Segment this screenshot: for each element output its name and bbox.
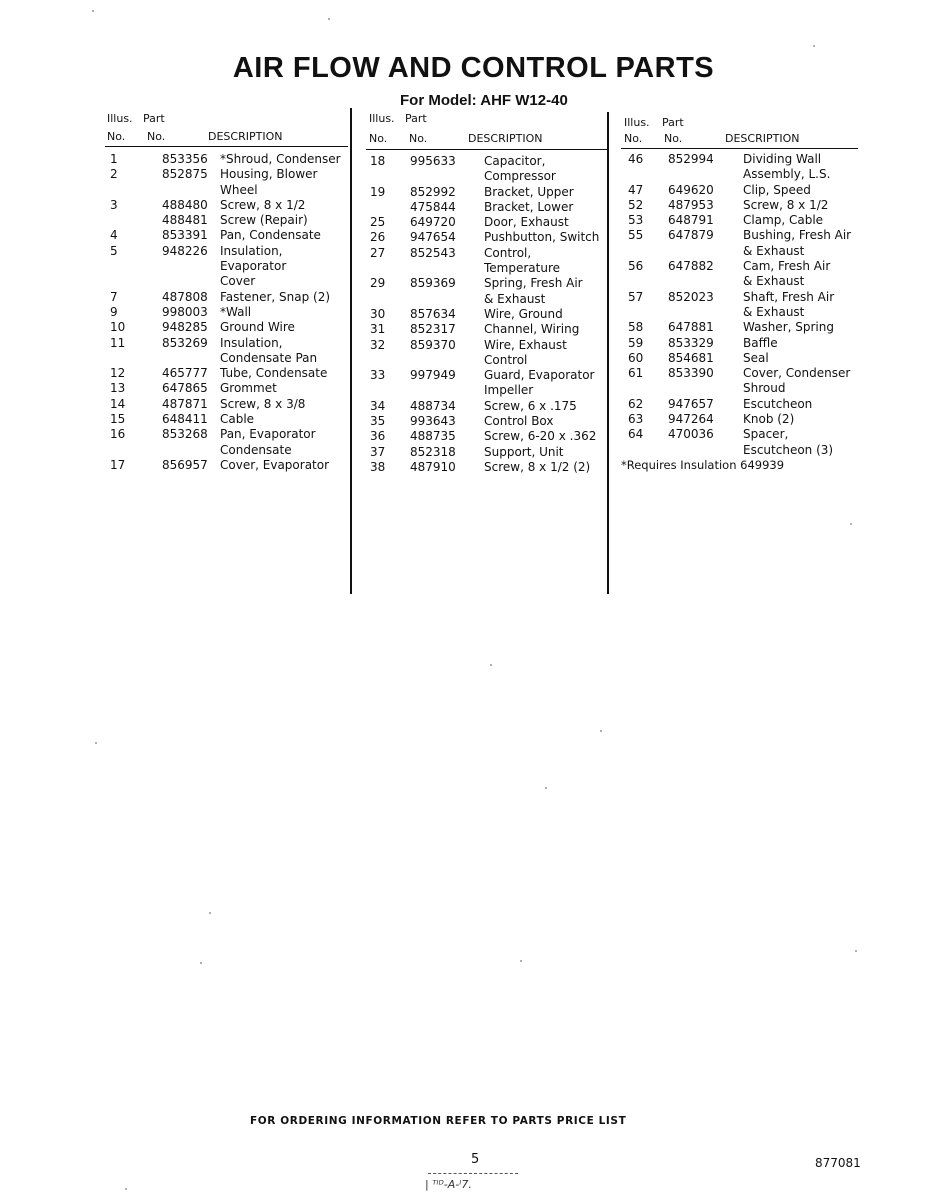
illus-number: 52 — [628, 197, 644, 212]
part-description: Housing, Blower — [220, 167, 318, 182]
illus-number: 47 — [628, 182, 644, 197]
column-divider — [350, 108, 352, 594]
scan-speck — [125, 1188, 127, 1190]
header-description: DESCRIPTION — [725, 132, 800, 145]
illus-number: 16 — [110, 427, 126, 442]
part-row — [628, 228, 868, 243]
scan-speck — [92, 10, 94, 12]
part-description: Fastener, Snap (2) — [220, 289, 331, 304]
part-row — [370, 307, 608, 322]
part-number: 993643 — [410, 414, 456, 429]
part-description: *Shroud, Condenser — [220, 152, 341, 166]
part-description: Control Box — [484, 414, 554, 429]
part-description: Wheel — [220, 182, 258, 197]
part-row-continuation — [110, 213, 355, 228]
header-rule — [366, 149, 607, 150]
part-number: 475844 — [410, 199, 456, 214]
part-description: Pushbutton, Switch — [484, 230, 600, 245]
part-row-continuation — [110, 351, 355, 366]
part-row — [370, 414, 608, 429]
part-number: 853391 — [162, 228, 208, 243]
header-no: No. — [107, 130, 126, 143]
illus-number: 14 — [110, 396, 126, 411]
part-description: Compressor — [484, 169, 556, 184]
part-row-continuation — [370, 169, 608, 184]
part-description: Cover, Condenser — [743, 366, 851, 381]
part-description: Screw, 8 x 1/2 (2) — [484, 459, 591, 474]
part-number: 947264 — [668, 412, 714, 427]
part-row — [628, 320, 868, 335]
illus-number: 30 — [370, 306, 386, 321]
part-row-continuation — [110, 443, 355, 458]
illus-number: 5 — [110, 243, 118, 258]
part-description: Spring, Fresh Air — [484, 276, 583, 291]
part-number: 647879 — [668, 228, 714, 243]
part-description: Door, Exhaust — [484, 215, 569, 230]
part-row — [110, 305, 355, 320]
illus-number: 19 — [370, 184, 386, 199]
part-description: Evaporator — [220, 259, 287, 274]
part-number: 852543 — [410, 245, 456, 260]
illus-number: 15 — [110, 412, 126, 427]
illus-number: 35 — [370, 414, 386, 429]
part-description: Shaft, Fresh Air — [743, 289, 835, 304]
part-row — [110, 290, 355, 305]
part-number: 853329 — [668, 335, 714, 350]
scan-speck — [850, 523, 852, 525]
illus-number: 17 — [110, 457, 126, 472]
illus-number: 62 — [628, 396, 644, 411]
part-description: Assembly, L.S. — [743, 167, 831, 182]
part-description: Bracket, Upper — [484, 184, 574, 199]
header-no: No. — [369, 132, 388, 145]
part-number: 470036 — [668, 427, 714, 442]
part-number: 465777 — [162, 366, 208, 381]
illus-number: 63 — [628, 412, 644, 427]
part-row — [370, 215, 608, 230]
illus-number: 1 — [110, 152, 118, 166]
part-row-continuation — [628, 167, 868, 182]
part-description: Insulation, — [220, 243, 283, 258]
part-row-continuation — [628, 305, 868, 320]
illus-number: 53 — [628, 213, 644, 228]
scan-speck — [520, 960, 522, 962]
part-number: 487871 — [162, 396, 208, 411]
part-row — [370, 445, 608, 460]
part-number: 648411 — [162, 412, 208, 427]
part-number: 487808 — [162, 289, 208, 304]
part-row — [628, 213, 868, 228]
part-number: 859369 — [410, 276, 456, 291]
part-row — [370, 368, 608, 383]
illus-number: 27 — [370, 245, 386, 260]
part-number: 649620 — [668, 182, 714, 197]
part-description: Pan, Evaporator — [220, 427, 316, 442]
part-row-continuation — [370, 261, 608, 276]
illus-number: 32 — [370, 337, 386, 352]
illus-number: 58 — [628, 320, 644, 335]
part-description: Bracket, Lower — [484, 199, 574, 214]
illus-number: 2 — [110, 167, 118, 182]
part-number: 488480 — [162, 197, 208, 212]
header-part: Part — [405, 112, 427, 125]
page-number: 5 — [471, 1152, 480, 1167]
part-description: Screw, 8 x 1/2 — [220, 197, 306, 212]
part-description: *Wall — [220, 304, 252, 319]
illus-number: 61 — [628, 366, 644, 381]
part-row-continuation — [110, 183, 355, 198]
part-row — [110, 228, 355, 243]
part-row-continuation — [110, 274, 355, 289]
part-number: 997949 — [410, 368, 456, 383]
illus-number: 56 — [628, 259, 644, 274]
scan-speck — [200, 962, 202, 964]
parts-rows — [110, 152, 355, 473]
part-row — [110, 381, 355, 396]
page-title: AIR FLOW AND CONTROL PARTS — [232, 52, 715, 84]
part-number: 854681 — [668, 350, 714, 365]
part-description: Channel, Wiring — [484, 322, 580, 337]
illus-number: 37 — [370, 444, 386, 459]
part-description: Screw, 6 x .175 — [484, 398, 577, 413]
part-description: Cable — [220, 412, 255, 427]
part-number: 856957 — [162, 457, 208, 472]
part-description: Impeller — [484, 383, 534, 398]
part-description: & Exhaust — [484, 291, 546, 306]
part-description: Guard, Evaporator — [484, 368, 595, 383]
part-row — [628, 397, 868, 412]
part-number: 853356 — [162, 152, 208, 166]
illus-number: 12 — [110, 366, 126, 381]
part-row-continuation — [370, 292, 608, 307]
part-row — [110, 458, 355, 473]
illus-number: 34 — [370, 398, 386, 413]
illus-number: 7 — [110, 289, 118, 304]
illus-number: 46 — [628, 152, 644, 166]
part-row — [370, 185, 608, 200]
part-row — [628, 351, 868, 366]
part-row — [628, 427, 868, 442]
illus-number: 3 — [110, 197, 118, 212]
header-part: Part — [143, 112, 165, 125]
part-description: Dividing Wall — [743, 152, 822, 166]
illus-number: 29 — [370, 276, 386, 291]
part-description: Condensate Pan — [220, 350, 318, 365]
part-description: Screw (Repair) — [220, 213, 308, 228]
part-description: Control — [484, 352, 528, 367]
parts-rows — [370, 154, 608, 475]
part-description: Control, — [484, 245, 532, 260]
part-row — [370, 460, 608, 475]
part-description: Bushing, Fresh Air — [743, 228, 852, 243]
part-row — [110, 198, 355, 213]
illus-number: 64 — [628, 427, 644, 442]
part-description: Grommet — [220, 381, 277, 396]
scan-speck — [813, 45, 815, 47]
scan-speck — [545, 787, 547, 789]
part-row — [628, 412, 868, 427]
part-row — [370, 322, 608, 337]
illus-number: 13 — [110, 381, 126, 396]
part-row — [110, 167, 355, 182]
illus-number: 31 — [370, 322, 386, 337]
part-description: Baffle — [743, 335, 778, 350]
illus-number: 33 — [370, 368, 386, 383]
part-row-continuation — [370, 200, 608, 215]
part-description: Screw, 8 x 3/8 — [220, 396, 306, 411]
scan-speck — [855, 950, 857, 952]
part-description: Support, Unit — [484, 444, 564, 459]
part-number: 648791 — [668, 213, 714, 228]
part-row — [110, 427, 355, 442]
part-number: 998003 — [162, 304, 208, 319]
part-number: 488735 — [410, 429, 456, 444]
part-description: Screw, 6-20 x .362 — [484, 429, 597, 444]
illus-number: 60 — [628, 350, 644, 365]
part-description: Condensate — [220, 442, 292, 457]
part-row — [628, 198, 868, 213]
part-number: 649720 — [410, 215, 456, 230]
part-number: 853269 — [162, 335, 208, 350]
part-number: 948226 — [162, 243, 208, 258]
header-description: DESCRIPTION — [468, 132, 543, 145]
part-row — [370, 338, 608, 353]
part-description: Pan, Condensate — [220, 228, 321, 243]
part-description: Spacer, — [743, 427, 789, 442]
part-row — [628, 259, 868, 274]
part-number: 647881 — [668, 320, 714, 335]
illus-number: 10 — [110, 320, 126, 335]
header-no: No. — [624, 132, 643, 145]
header-part-no: No. — [664, 132, 683, 145]
part-number: 487953 — [668, 197, 714, 212]
header-illus: Illus. — [369, 112, 395, 125]
illus-number: 55 — [628, 228, 644, 243]
part-number: 852994 — [668, 152, 714, 166]
part-row — [628, 152, 868, 167]
header-description: DESCRIPTION — [208, 130, 283, 143]
part-description: Seal — [743, 350, 769, 365]
illus-number: 38 — [370, 459, 386, 474]
part-number: 488481 — [162, 213, 208, 228]
ordering-info: FOR ORDERING INFORMATION REFER TO PARTS PRICE LIST — [250, 1115, 627, 1127]
part-row — [370, 154, 608, 169]
part-description: Shroud — [743, 381, 786, 396]
part-description: Temperature — [484, 261, 561, 276]
part-row-continuation — [628, 443, 868, 458]
illus-number: 11 — [110, 335, 126, 350]
part-row — [628, 183, 868, 198]
part-number: 852875 — [162, 167, 208, 182]
part-description: Capacitor, — [484, 154, 546, 168]
part-description: Escutcheon — [743, 396, 813, 411]
part-description: Clamp, Cable — [743, 213, 824, 228]
parts-rows — [628, 152, 868, 458]
part-row-continuation — [370, 353, 608, 368]
illus-number: 4 — [110, 228, 118, 243]
part-row — [110, 320, 355, 335]
part-row-continuation — [110, 259, 355, 274]
part-row — [628, 290, 868, 305]
part-row — [370, 429, 608, 444]
insulation-note: *Requires Insulation 649939 — [621, 458, 785, 472]
illus-number: 26 — [370, 230, 386, 245]
part-row — [110, 152, 355, 167]
part-row-continuation — [628, 381, 868, 396]
part-number: 852318 — [410, 444, 456, 459]
part-description: Washer, Spring — [743, 320, 834, 335]
part-row — [110, 336, 355, 351]
scan-speck — [209, 912, 211, 914]
part-number: 852992 — [410, 184, 456, 199]
part-description: Cam, Fresh Air — [743, 259, 831, 274]
illus-number: 18 — [370, 154, 386, 168]
illus-number: 59 — [628, 335, 644, 350]
part-row — [628, 336, 868, 351]
part-row — [110, 412, 355, 427]
part-description: Insulation, — [220, 335, 283, 350]
scan-speck — [490, 664, 492, 666]
illus-number: 36 — [370, 429, 386, 444]
column-divider — [607, 112, 609, 594]
part-row-continuation — [370, 383, 608, 398]
part-number: 947657 — [668, 396, 714, 411]
part-row — [370, 230, 608, 245]
part-description: Wire, Exhaust — [484, 337, 567, 352]
part-number: 859370 — [410, 337, 456, 352]
illus-number: 9 — [110, 304, 118, 319]
stamp-fragment: | ᵀᴵᴰ-A-ᴵ7. — [425, 1178, 472, 1191]
part-row-continuation — [628, 274, 868, 289]
part-row — [370, 399, 608, 414]
part-row — [370, 246, 608, 261]
part-number: 857634 — [410, 306, 456, 321]
part-description: Screw, 8 x 1/2 — [743, 197, 829, 212]
scan-speck — [328, 18, 330, 20]
part-description: Cover — [220, 274, 256, 289]
part-description: Knob (2) — [743, 412, 795, 427]
part-number: 487910 — [410, 459, 456, 474]
part-description: & Exhaust — [743, 274, 805, 289]
header-part-no: No. — [409, 132, 428, 145]
part-row — [110, 366, 355, 381]
part-row — [628, 366, 868, 381]
part-description: Ground Wire — [220, 320, 295, 335]
part-description: Tube, Condensate — [220, 366, 328, 381]
part-row-continuation — [628, 244, 868, 259]
model-line: For Model: AHF W12-40 — [400, 92, 568, 109]
part-row — [370, 276, 608, 291]
part-description: & Exhaust — [743, 243, 805, 258]
part-number: 853390 — [668, 366, 714, 381]
part-number: 852023 — [668, 289, 714, 304]
scan-speck — [600, 730, 602, 732]
part-number: 488734 — [410, 398, 456, 413]
header-illus: Illus. — [107, 112, 133, 125]
header-part-no: No. — [147, 130, 166, 143]
header-rule — [105, 146, 348, 147]
header-rule — [621, 148, 858, 149]
part-number: 948285 — [162, 320, 208, 335]
part-row — [110, 397, 355, 412]
illus-number: 25 — [370, 215, 386, 230]
part-description: Wire, Ground — [484, 306, 563, 321]
part-number: 647865 — [162, 381, 208, 396]
part-description: & Exhaust — [743, 304, 805, 319]
header-part: Part — [662, 116, 684, 129]
header-illus: Illus. — [624, 116, 650, 129]
document-number: 877081 — [815, 1156, 861, 1170]
part-description: Cover, Evaporator — [220, 457, 330, 472]
scan-speck — [95, 742, 97, 744]
part-description: Clip, Speed — [743, 182, 811, 197]
part-number: 852317 — [410, 322, 456, 337]
part-number: 853268 — [162, 427, 208, 442]
part-number: 995633 — [410, 154, 456, 168]
part-number: 647882 — [668, 259, 714, 274]
illus-number: 57 — [628, 289, 644, 304]
part-description: Escutcheon (3) — [743, 442, 834, 457]
part-number: 947654 — [410, 230, 456, 245]
part-row — [110, 244, 355, 259]
